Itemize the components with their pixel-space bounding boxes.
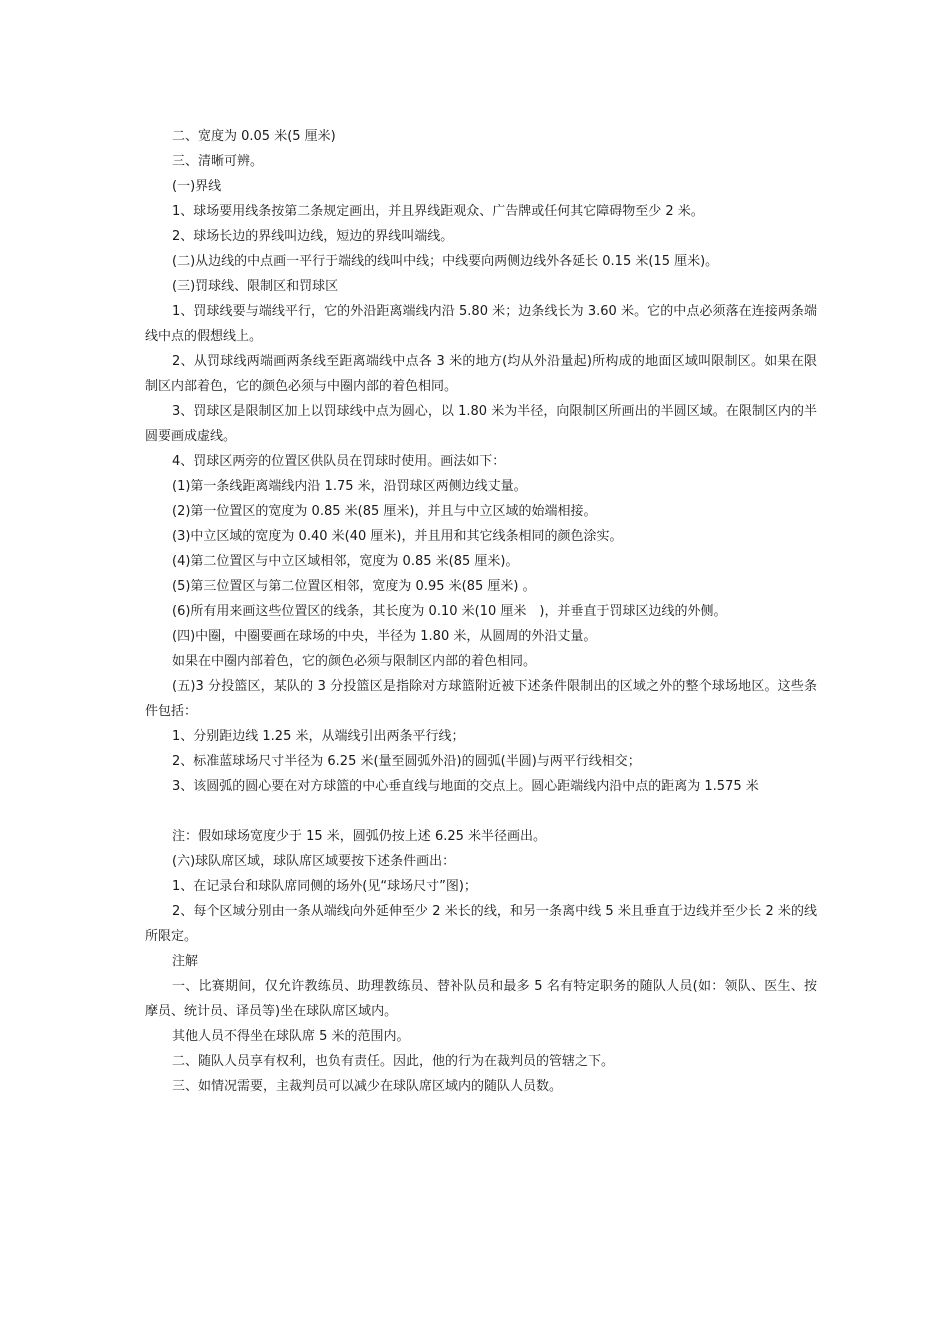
- list-item: (5)第三位置区与第二位置区相邻，宽度为 0.95 米(85 厘米) 。: [172, 579, 536, 594]
- list-item: (4)第二位置区与中立区域相邻，宽度为 0.85 米(85 厘米)。: [172, 554, 519, 569]
- section-heading: 注解: [172, 954, 199, 969]
- paragraph: (五)3 分投篮区，某队的 3 分投篮区是指除对方球篮附近被下述条件限制出的区域之外的整个球场地区。这些条件包括：: [145, 679, 817, 719]
- list-item: 2、每个区域分别由一条从端线向外延伸至少 2 米长的线，和另一条离中线 5 米且垂直于边线并至少长 2 米的线所限定。: [145, 904, 817, 944]
- paragraph: (二)从边线的中点画一平行于端线的线叫中线；中线要向两侧边线外各延长 0.15 米(15 厘米)。: [172, 254, 719, 269]
- paragraph: 3、罚球区是限制区加上以罚球线中点为圆心，以 1.80 米为半径，向限制区所画出的半圆区域。在限制区内的半圆要画成虚线。: [145, 404, 817, 444]
- paragraph: 二、随队人员享有权利，也负有责任。因此，他的行为在裁判员的管辖之下。: [172, 1054, 615, 1069]
- paragraph: 2、球场长边的界线叫边线，短边的界线叫端线。: [172, 229, 454, 244]
- paragraph: (四)中圈，中圈要画在球场的中央，半径为 1.80 米，从圆周的外沿丈量。: [172, 629, 597, 644]
- note: 注：假如球场宽度少于 15 米，圆弧仍按上述 6.25 米半径画出。: [172, 829, 547, 844]
- paragraph: 三、清晰可辨。: [172, 154, 264, 169]
- section-heading: (一)界线: [172, 179, 222, 194]
- paragraph: 1、球场要用线条按第二条规定画出，并且界线距观众、广告牌或任何其它障碍物至少 2 米。: [172, 204, 704, 219]
- paragraph: 三、如情况需要，主裁判员可以减少在球队席区域内的随队人员数。: [172, 1079, 563, 1094]
- paragraph: 4、罚球区两旁的位置区供队员在罚球时使用。画法如下：: [172, 454, 506, 469]
- blank-line: [145, 799, 817, 824]
- section-heading: (六)球队席区域，球队席区域要按下述条件画出：: [172, 854, 456, 869]
- list-item: (6)所有用来画这些位置区的线条，其长度为 0.10 米(10 厘米 )，并垂直于罚球区边线的外侧。: [172, 604, 727, 619]
- list-item: 1、分别距边线 1.25 米，从端线引出两条平行线；: [172, 729, 465, 744]
- paragraph: 一、比赛期间，仅允许教练员、助理教练员、替补队员和最多 5 名有特定职务的随队人员(如：领队、医生、按摩员、统计员、译员等)坐在球队席区域内。: [145, 979, 817, 1019]
- paragraph: 二、宽度为 0.05 米(5 厘米): [172, 129, 336, 144]
- list-item: (1)第一条线距离端线内沿 1.75 米，沿罚球区两侧边线丈量。: [172, 479, 527, 494]
- paragraph: 2、从罚球线两端画两条线至距离端线中点各 3 米的地方(均从外沿量起)所构成的地面区域叫限制区。如果在限制区内部着色，它的颜色必须与中圈内部的着色相同。: [145, 354, 817, 394]
- section-heading: (三)罚球线、限制区和罚球区: [172, 279, 339, 294]
- paragraph: 如果在中圈内部着色，它的颜色必须与限制区内部的着色相同。: [172, 654, 537, 669]
- list-item: 2、标准蓝球场尺寸半径为 6.25 米(量至圆弧外沿)的圆弧(半圆)与两平行线相交；: [172, 754, 641, 769]
- list-item: 1、在记录台和球队席同侧的场外(见“球场尺寸”图)；: [172, 879, 477, 894]
- paragraph: 1、罚球线要与端线平行，它的外沿距离端线内沿 5.80 米；边条线长为 3.60 米。它的中点必须落在连接两条端线中点的假想线上。: [145, 304, 817, 344]
- list-item: (3)中立区域的宽度为 0.40 米(40 厘米)，并且用和其它线条相同的颜色涂实。: [172, 529, 623, 544]
- list-item: 3、该圆弧的圆心要在对方球篮的中心垂直线与地面的交点上。圆心距端线内沿中点的距离为 1.575 米: [172, 779, 759, 794]
- list-item: (2)第一位置区的宽度为 0.85 米(85 厘米)，并且与中立区域的始端相接。: [172, 504, 597, 519]
- document-page: [145, 124, 817, 1099]
- paragraph: 其他人员不得坐在球队席 5 米的范围内。: [172, 1029, 410, 1044]
